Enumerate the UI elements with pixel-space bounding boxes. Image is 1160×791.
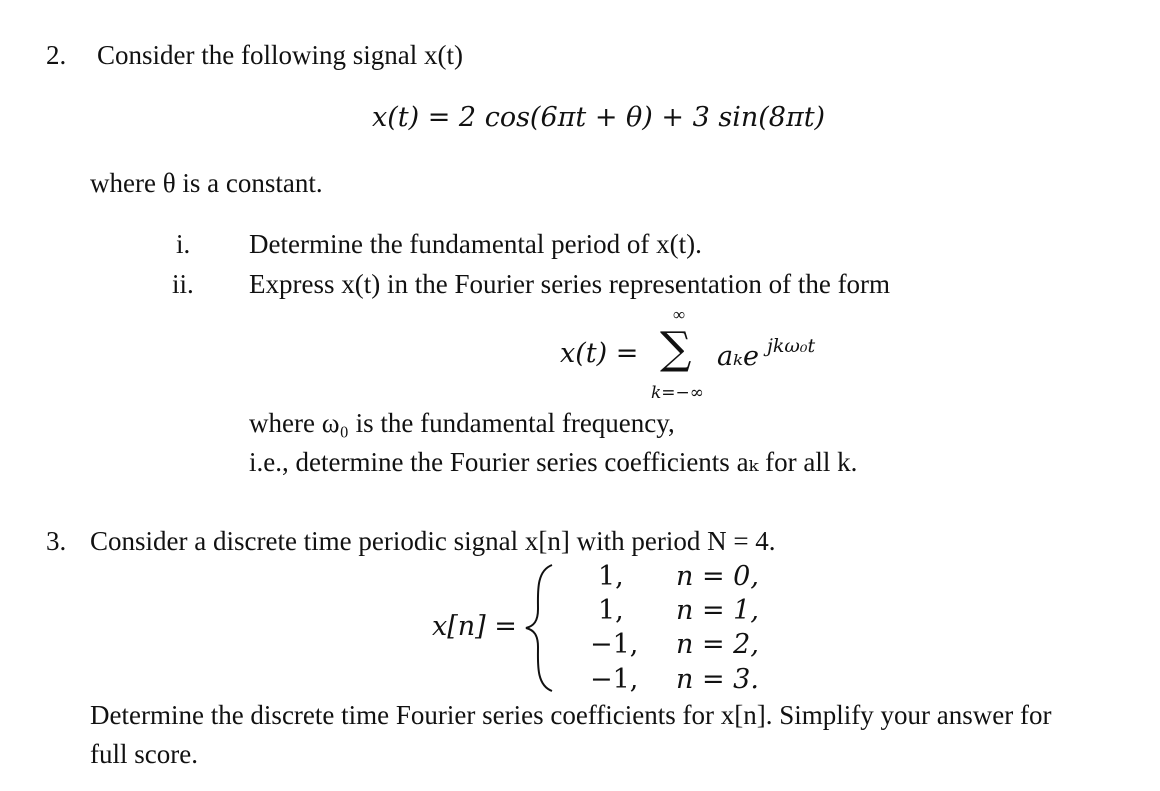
piecewise-lhs: x[n] =	[432, 611, 517, 642]
case-condition-3: n = 2,	[676, 629, 759, 660]
case-value-3: −1,	[590, 629, 639, 660]
problem-3-number: 3.	[46, 526, 67, 556]
case-value-4: −1,	[590, 664, 639, 695]
problem-3-task-line-2: full score.	[90, 739, 198, 769]
problem-3-intro: Consider a discrete time periodic signal x[n] with period N = 4.	[90, 526, 776, 556]
case-value-1: 1,	[598, 561, 624, 592]
summation-symbol: ∑	[660, 323, 692, 374]
part-i-text: Determine the fundamental period of x(t).	[249, 229, 702, 259]
problem-3-task-line-1: Determine the discrete time Fourier series coefficients for x[n]. Simplify your answer for	[90, 700, 1052, 730]
sum-lower-limit: k=−∞	[651, 383, 704, 403]
problem-2-number: 2.	[46, 40, 67, 70]
series-term-exponent: jkω₀t	[767, 335, 816, 357]
series-lhs: x(t) =	[560, 338, 639, 369]
case-condition-1: n = 0,	[676, 561, 759, 592]
sum-upper-limit: ∞	[673, 305, 686, 324]
fundamental-frequency-note: where ω₀ is the fundamental frequency,	[249, 408, 675, 438]
case-condition-4: n = 3.	[676, 664, 759, 695]
case-condition-2: n = 1,	[676, 595, 759, 626]
coefficients-note: i.e., determine the Fourier series coefficients aₖ for all k.	[249, 447, 858, 477]
part-ii-label: ii.	[172, 269, 194, 299]
case-value-2: 1,	[598, 595, 624, 626]
series-term-base: aₖe	[717, 341, 759, 372]
theta-constant-note: where θ is a constant.	[90, 168, 323, 198]
part-ii-text: Express x(t) in the Fourier series representation of the form	[249, 269, 891, 299]
problem-2-intro: Consider the following signal x(t)	[97, 40, 463, 70]
part-i-label: i.	[176, 229, 191, 259]
signal-equation: x(t) = 2 cos(6πt + θ) + 3 sin(8πt)	[372, 102, 826, 133]
left-brace	[522, 563, 562, 693]
